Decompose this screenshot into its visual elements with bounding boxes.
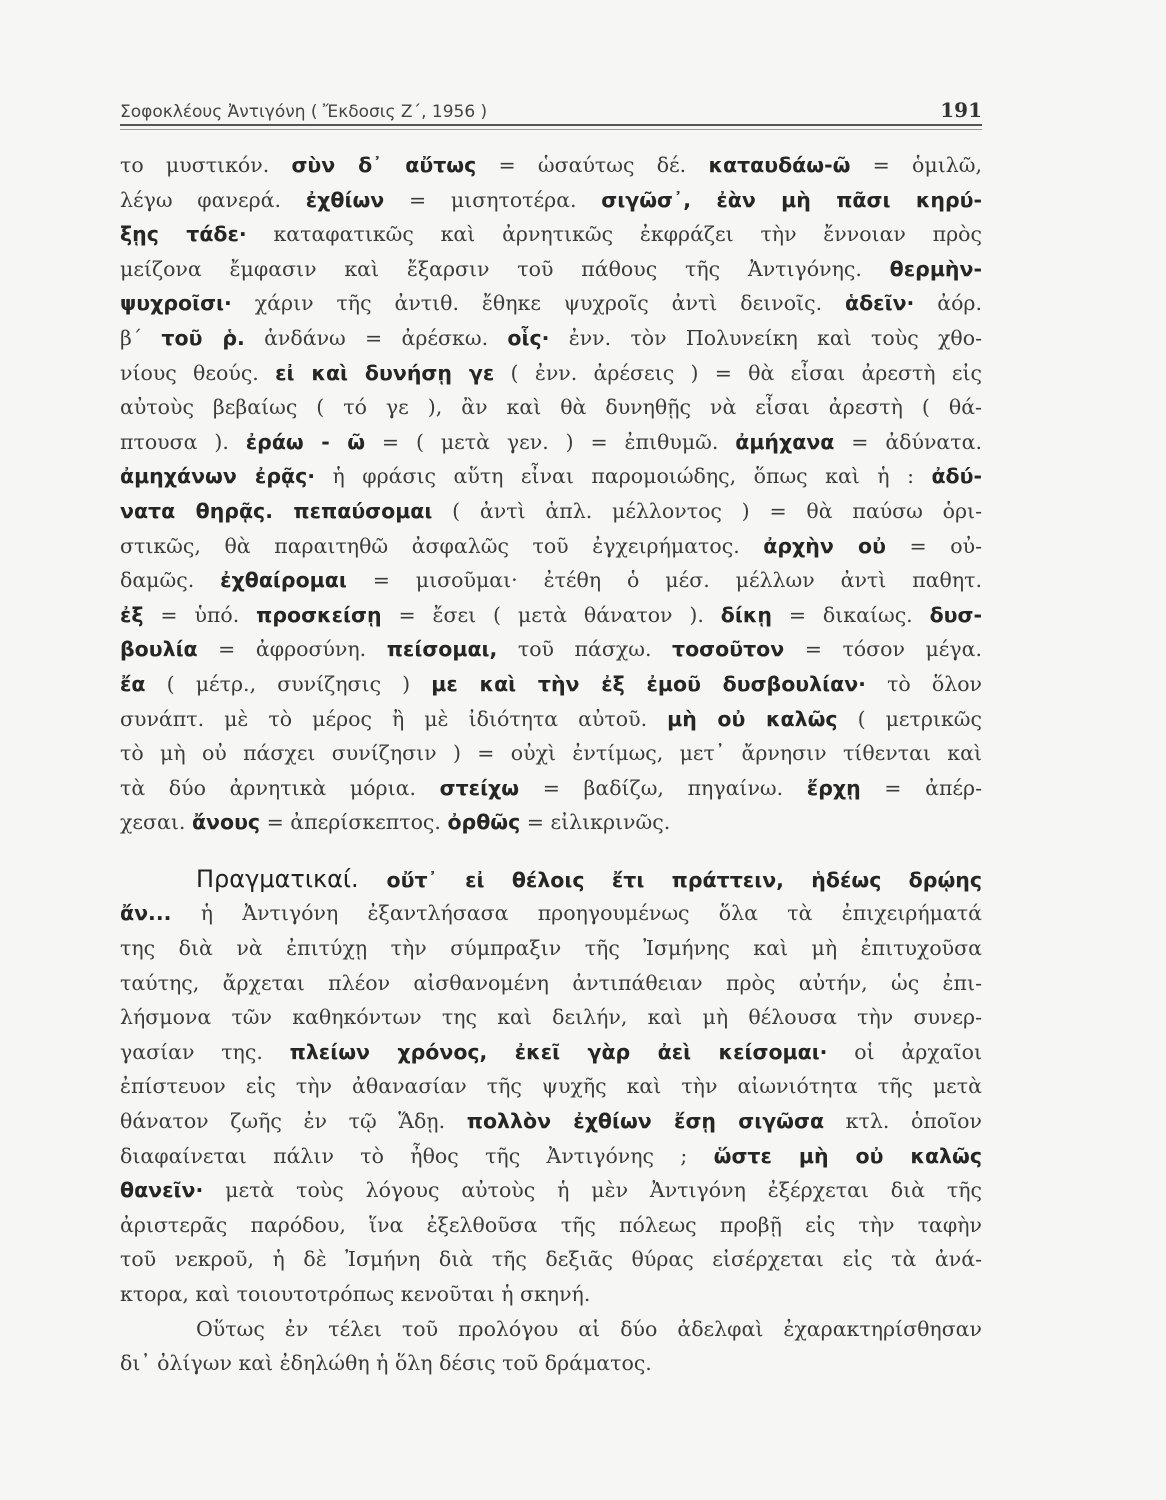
text-run: μετὰ τοὺς λόγους αὐτοὺς ἡ μὲν Ἀντιγόνη ἐξέρχεται διὰ τῆς (203, 1178, 982, 1203)
text-line (120, 1104, 982, 1139)
lemma-term: ἐχθίων (305, 187, 385, 212)
section-gap (120, 840, 982, 862)
text-run: ἀριστερᾶς παρόδου, ἵνα ἐξελθοῦσα τῆς πόλεως προβῇ εἰς τὴν ταφὴν (120, 1212, 982, 1237)
text-line (120, 459, 982, 494)
lemma-term: θερμὴν- (889, 256, 982, 281)
text-run: χάριν τῆς ἀντιθ. ἔθηκε ψυχροῖς ἀντὶ δεινοῖς. (231, 291, 845, 316)
header-rule-thin (120, 129, 982, 130)
lemma-term: ξῃς τάδε· (120, 222, 247, 247)
text-line (120, 286, 982, 321)
commentary-paragraph-2 (120, 862, 982, 1312)
text-line (120, 771, 982, 806)
text-line (120, 1173, 982, 1208)
lemma-term: σιγῶσ᾿, ἐὰν μὴ πᾶσι κηρύ- (601, 187, 982, 212)
text-run: ἀόρ. (914, 291, 982, 316)
text-run: = μισοῦμαι· ἐτέθη ὁ μέσ. μέλλων ἀντὶ παθητ. (346, 568, 982, 593)
text-run: = ἀπερίσκεπτος. (260, 810, 448, 835)
lemma-term: οἷς· (507, 325, 550, 350)
text-line (120, 1312, 982, 1347)
text-run: δαμῶς. (120, 568, 221, 593)
text-run: τὰ δύο ἀρνητικὰ μόρια. (120, 775, 440, 800)
text-line (120, 736, 982, 771)
lemma-term: ἔα (120, 671, 146, 696)
lemma-term: ἀρχὴν οὐ (763, 533, 886, 558)
text-run: ( ἐνν. ἀρέσεις ) = θὰ εἶσαι ἀρεστὴ εἰς (494, 360, 982, 385)
text-run: οἱ ἀρχαῖοι (827, 1039, 982, 1064)
text-run: πτουσα ). (120, 429, 246, 454)
lemma-term: τοσοῦτον (672, 637, 785, 662)
header-title: Σοφοκλέους Ἀντιγόνη ( Ἔκδοσις Ζ΄, 1956 ) (120, 102, 488, 122)
text-run: μείζονα ἔμφασιν καὶ ἔξαρσιν τοῦ πάθους τῆς Ἀντιγόνης. (120, 256, 890, 281)
text-run: = εἰλικρινῶς. (520, 810, 671, 835)
text-run: = βαδίζω, πηγαίνω. (519, 775, 807, 800)
text-run: = τόσον μέγα. (784, 637, 982, 662)
lemma-term: πολλὸν ἐχθίων ἔσῃ σιγῶσα (466, 1109, 825, 1134)
lemma-term: πείσομαι, (386, 637, 498, 662)
text-run: τοῦ πάσχω. (497, 637, 673, 662)
text-run: ἐνν. τὸν Πολυνείκη καὶ τοὺς χθο- (549, 325, 983, 350)
header-rule (120, 124, 982, 126)
lemma-term: βουλία (120, 637, 198, 662)
lemma-term: ἐξ (120, 602, 144, 627)
lemma-term: ἄνους (191, 810, 261, 835)
text-line (120, 667, 982, 702)
text-run: νίους θεούς. (120, 360, 276, 385)
text-run: συνάπτ. μὲ τὸ μέρος ἢ μὲ ἰδιότητα αὐτοῦ. (120, 706, 668, 731)
text-run: λέγω φανερά. (120, 187, 306, 212)
text-line (120, 563, 982, 598)
running-head (120, 88, 982, 122)
section-heading: Πραγματικαί. (196, 864, 387, 893)
text-run: χεσαι. (120, 810, 192, 835)
text-line (120, 1208, 982, 1243)
text-run: τὸ μὴ οὐ πάσχει συνίζησιν ) = οὐχὶ ἐντίμως, μετ᾿ ἄρνησιν τίθενται καὶ (120, 741, 982, 766)
text-line (120, 862, 982, 897)
lemma-term: ἐχθαίρομαι (220, 568, 347, 593)
text-run: = δικαίως. (772, 602, 930, 627)
lemma-term: ἀδύ- (931, 464, 982, 489)
commentary-paragraph-3 (120, 1312, 982, 1381)
text-run: ἐπίστευον εἰς τὴν ἀθανασίαν τῆς ψυχῆς καὶ τὴν αἰωνιότητα τῆς μετὰ (120, 1074, 982, 1099)
body-text (120, 148, 982, 1381)
text-run: της διὰ νὰ ἐπιτύχῃ τὴν σύμπραξιν τῆς Ἰσμήνης καὶ μὴ ἐπιτυχοῦσα (120, 936, 982, 961)
text-line (120, 148, 982, 183)
text-line (120, 632, 982, 667)
lemma-term: πλείων χρόνος, ἐκεῖ γὰρ ἀεὶ κείσομαι· (289, 1039, 828, 1064)
text-line (120, 702, 982, 737)
lemma-term: ἄν... (120, 901, 172, 926)
lemma-term: τοῦ ῥ. (161, 325, 245, 350)
text-line (120, 896, 982, 931)
text-line (120, 931, 982, 966)
lemma-term: ἀμήχανα (735, 429, 835, 454)
lemma-term: ψυχροῖσι· (120, 291, 232, 316)
text-run: = ἀδύνατα. (834, 429, 982, 454)
text-line (120, 1069, 982, 1104)
text-run: κτορα, καὶ τοιουτοτρόπως κενοῦται ἡ σκηνή. (120, 1282, 591, 1306)
lemma-term: ἀμηχάνων ἐρᾷς· (120, 464, 316, 489)
text-line (120, 252, 982, 287)
text-run: καταφατικῶς καὶ ἀρνητικῶς ἐκφράζει τὴν ἔννοιαν πρὸς (246, 222, 982, 247)
text-run: = ( μετὰ γεν. ) = ἐπιθυμῶ. (365, 429, 736, 454)
text-run: = ὡσαύτως δέ. (476, 153, 709, 177)
text-run: τοῦ νεκροῦ, ἡ δὲ Ἰσμήνη διὰ τῆς δεξιᾶς θύρας εἰσέρχεται εἰς τὰ ἀνά- (120, 1247, 982, 1272)
text-run: στικῶς, θὰ παραιτηθῶ ἀσφαλῶς τοῦ ἐγχειρήματος. (120, 533, 764, 558)
text-line (120, 1035, 982, 1070)
text-line (120, 1000, 982, 1035)
text-run: κτλ. ὁποῖον (824, 1109, 982, 1134)
text-run: ταύτης, ἄρχεται πλέον αἰσθανομένη ἀντιπάθειαν πρὸς αὐτήν, ὡς ἐπι- (120, 970, 982, 995)
lemma-term: θανεῖν· (120, 1178, 204, 1203)
text-run: = ὁμιλῶ, (850, 153, 982, 177)
text-line (120, 598, 982, 633)
text-run: Οὕτως ἐν τέλει τοῦ προλόγου αἱ δύο ἀδελφαὶ ἐχαρακτηρίσθησαν (196, 1316, 982, 1341)
lemma-term: νατα θηρᾷς. πεπαύσομαι (120, 498, 433, 523)
text-run: = ἀφροσύνη. (197, 637, 387, 662)
lemma-term: στείχω (439, 775, 520, 800)
text-run: διαφαίνεται πάλιν τὸ ἦθος τῆς Ἀντιγόνης ; (120, 1143, 714, 1168)
lemma-term: καταυδάω-ῶ (708, 153, 851, 177)
text-run: = μισητοτέρα. (384, 187, 602, 212)
text-run: β΄ (120, 325, 162, 350)
lemma-term: δίκῃ (720, 602, 772, 627)
lemma-term: ἔρχῃ (806, 775, 861, 800)
lemma-term: ἁδεῖν· (845, 291, 915, 316)
text-line (120, 425, 982, 460)
text-line (120, 494, 982, 529)
text-line (120, 183, 982, 218)
text-line (120, 966, 982, 1001)
lemma-term: σὺν δ᾿ αὔτως (291, 153, 477, 177)
text-line (120, 529, 982, 564)
text-line (120, 1242, 982, 1277)
lemma-term: ὀρθῶς (447, 810, 521, 835)
lemma-term: οὔτ᾿ εἰ θέλοις ἔτι πράττειν, ἡδέως δρῴης (386, 867, 983, 892)
text-run: = ἔσει ( μετὰ θάνατον ). (381, 602, 721, 627)
lemma-term: μὴ οὐ καλῶς (667, 706, 838, 731)
text-run: = ὑπό. (143, 602, 257, 627)
text-run: δι᾿ ὀλίγων καὶ ἐδηλώθη ἡ ὅλη δέσις τοῦ δράματος. (120, 1351, 652, 1376)
text-run: = ἀπέρ- (860, 775, 983, 800)
text-line (120, 805, 982, 840)
commentary-paragraph-1 (120, 148, 982, 840)
text-run: θάνατον ζωῆς ἐν τῷ Ἅδῃ. (120, 1109, 467, 1134)
text-run: ( μετρικῶς (837, 706, 982, 731)
document-page (120, 0, 982, 1500)
text-line (120, 1277, 982, 1312)
lemma-term: με καὶ τὴν ἐξ ἐμοῦ δυσβουλίαν· (431, 671, 866, 696)
text-run: ( ἀντὶ ἁπλ. μέλλοντος ) = θὰ παύσω ὁρι- (432, 498, 982, 523)
text-run: ( μέτρ., συνίζησις ) (145, 671, 432, 696)
text-run: ἡ φράσις αὕτη εἶναι παρομοιώδης, ὅπως καὶ ἡ : (315, 464, 932, 489)
text-run: αὐτοὺς βεβαίως ( τό γε ), ἂν καὶ θὰ δυνηθῇς νὰ εἶσαι ἀρεστὴ ( θά- (120, 395, 982, 420)
lemma-term: ἐράω - ῶ (245, 429, 366, 454)
text-line (120, 321, 982, 356)
text-run: τὸ ὅλον (865, 671, 982, 696)
page-number: 191 (940, 98, 982, 122)
text-line (120, 1346, 982, 1381)
lemma-term: ὥστε μὴ οὐ καλῶς (713, 1143, 983, 1168)
text-line (120, 390, 982, 425)
lemma-term: δυσ- (929, 602, 982, 627)
text-run: γασίαν της. (120, 1039, 290, 1064)
text-run: λήσμονα τῶν καθηκόντων της καὶ δειλήν, καὶ μὴ θέλουσα τὴν συνερ- (120, 1005, 982, 1030)
lemma-term: προσκείσῃ (256, 602, 382, 627)
lemma-term: εἰ καὶ δυνήσῃ γε (275, 360, 495, 385)
text-line (120, 217, 982, 252)
text-line (120, 1139, 982, 1174)
text-run: ἁνδάνω = ἀρέσκω. (244, 325, 508, 350)
text-line (120, 356, 982, 391)
text-run: ἡ Ἀντιγόνη ἐξαντλήσασα προηγουμένως ὅλα τὰ ἐπιχειρήματά (171, 901, 982, 926)
text-run: = οὐ- (885, 533, 982, 558)
text-run: το μυστικόν. (120, 153, 292, 177)
